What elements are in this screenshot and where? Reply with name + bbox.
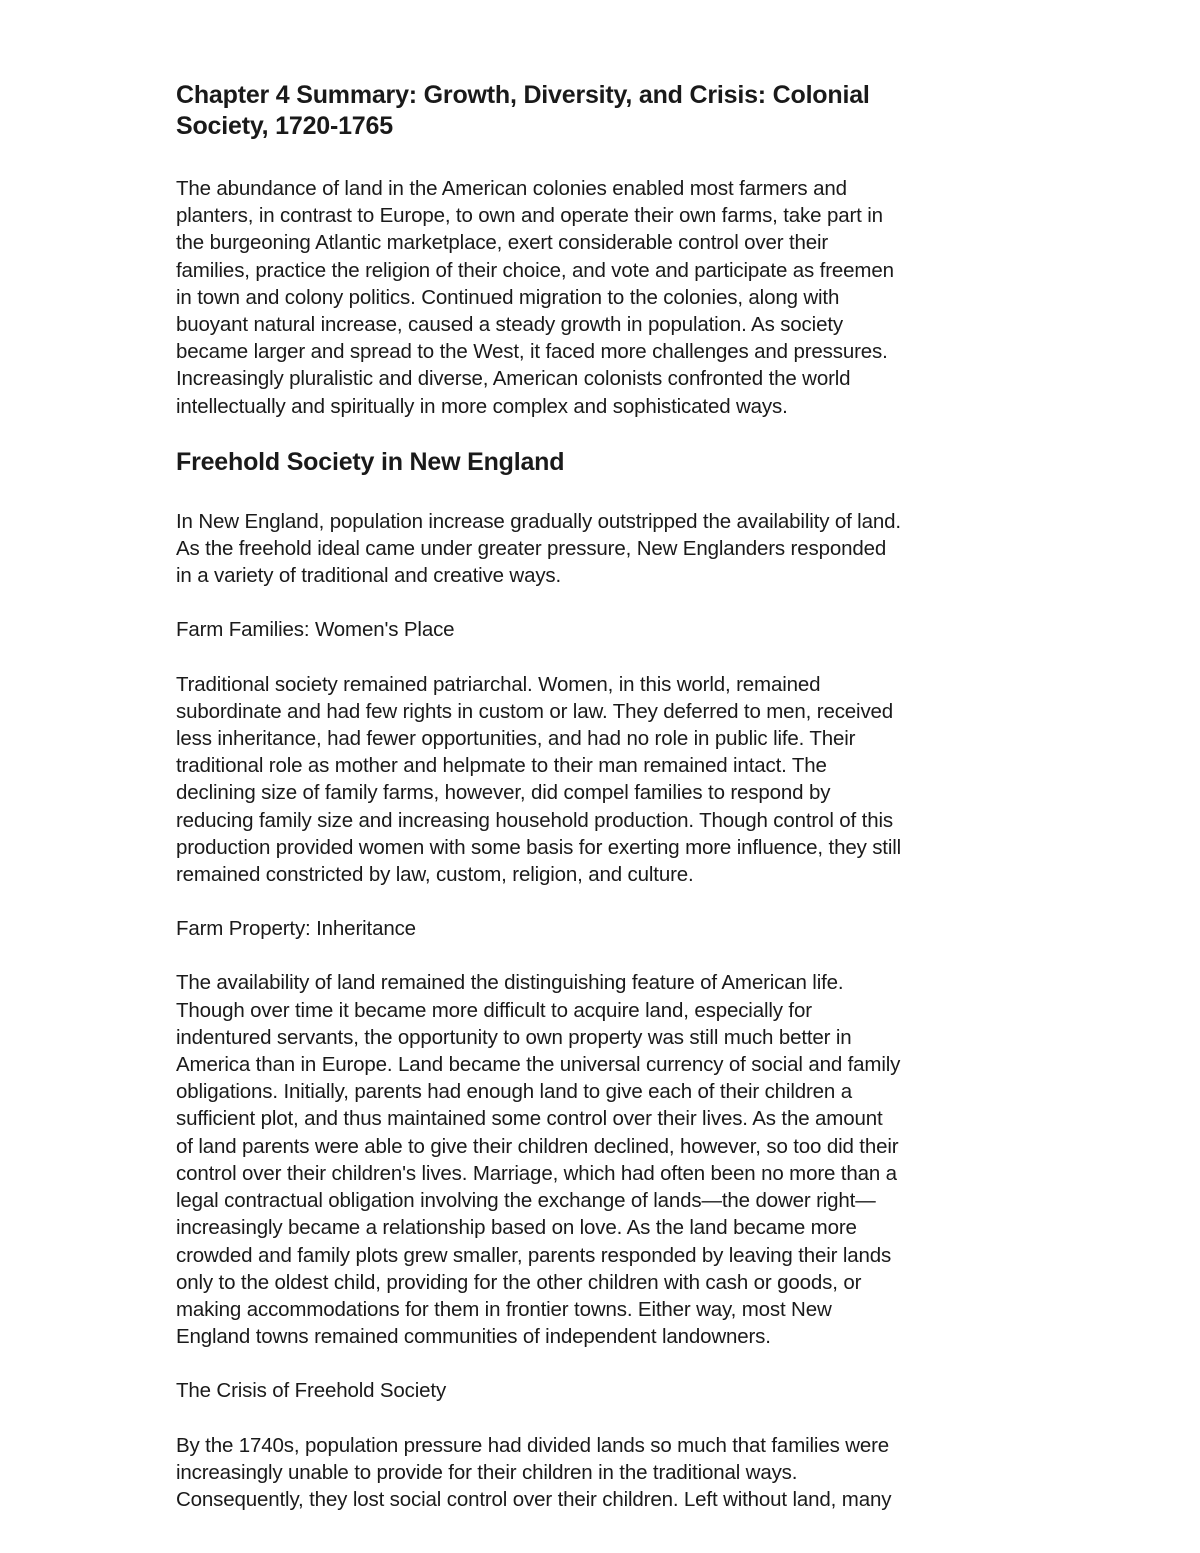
text-line: only to the oldest child, providing for the other children with cash or goods, or — [176, 1270, 862, 1294]
text-line: As the freehold ideal came under greater pressure, New Englanders responded — [176, 537, 887, 561]
text-line: families, practice the religion of their choice, and vote and participate as freemen — [176, 258, 894, 282]
text-line: making accommodations for them in frontier towns. Either way, most New — [176, 1297, 832, 1321]
text-line: Increasingly pluralistic and diverse, American colonists confronted the world — [176, 367, 851, 391]
text-line: obligations. Initially, parents had enough land to give each of their children a — [176, 1080, 852, 1104]
text-line: production provided women with some basis for exerting more influence, they still — [176, 835, 902, 859]
text-line: England towns remained communities of independent landowners. — [176, 1325, 771, 1349]
text-line: subordinate and had few rights in custom or law. They deferred to men, received — [176, 699, 894, 723]
text-line: declining size of family farms, however, did compel families to respond by — [176, 781, 831, 805]
text-line: buoyant natural increase, caused a steady growth in population. As society — [176, 313, 843, 337]
title-line: Chapter 4 Summary: Growth, Diversity, and Crisis: Colonial — [176, 81, 870, 109]
text-line: sufficient plot, and thus maintained some control over their lives. As the amount — [176, 1107, 883, 1131]
farm-families-paragraph — [176, 671, 1036, 889]
text-line: in a variety of traditional and creative ways. — [176, 564, 562, 588]
subheading-farm-families: Farm Families: Women's Place — [176, 618, 455, 642]
text-line: America than in Europe. Land became the universal currency of social and family — [176, 1053, 901, 1077]
subheading-crisis-freehold: The Crisis of Freehold Society — [176, 1379, 447, 1403]
section-intro-paragraph — [176, 508, 1036, 590]
text-line: Consequently, they lost social control over their children. Left without land, many — [176, 1487, 892, 1511]
text-line: the burgeoning Atlantic marketplace, exert considerable control over their — [176, 231, 829, 255]
text-line: The abundance of land in the American colonies enabled most farmers and — [176, 177, 847, 200]
text-line: The availability of land remained the distinguishing feature of American life. — [176, 971, 844, 995]
text-line: Though over time it became more difficult to acquire land, especially for — [176, 998, 812, 1022]
text-line: Traditional society remained patriarchal. Women, in this world, remained — [176, 672, 821, 696]
text-line: traditional role as mother and helpmate to their man remained intact. The — [176, 754, 827, 778]
text-line: remained constricted by law, custom, religion, and culture. — [176, 863, 694, 887]
text-line: intellectually and spiritually in more complex and sophisticated ways. — [176, 394, 788, 418]
text-line: indentured servants, the opportunity to own property was still much better in — [176, 1025, 852, 1049]
text-line: legal contractual obligation involving the exchange of lands—the dower right— — [176, 1189, 876, 1213]
text-line: reducing family size and increasing household production. Though control of this — [176, 808, 893, 832]
document-title — [176, 80, 1036, 142]
intro-paragraph — [176, 175, 1036, 420]
text-line: crowded and family plots grew smaller, parents responded by leaving their lands — [176, 1243, 892, 1267]
text-line: increasingly unable to provide for their children in the traditional ways. — [176, 1460, 798, 1484]
text-line: increasingly became a relationship based on love. As the land became more — [176, 1216, 857, 1240]
text-line: In New England, population increase gradually outstripped the availability of land. — [176, 509, 901, 533]
farm-property-paragraph — [176, 969, 1036, 1350]
text-line: of land parents were able to give their children declined, however, so too did their — [176, 1134, 899, 1158]
text-line: became larger and spread to the West, it faced more challenges and pressures. — [176, 340, 888, 364]
text-line: control over their children's lives. Marriage, which had often been no more than a — [176, 1161, 897, 1185]
crisis-freehold-paragraph — [176, 1432, 1036, 1514]
text-line: less inheritance, had fewer opportunities, and had no role in public life. Their — [176, 727, 856, 751]
text-line: planters, in contrast to Europe, to own and operate their own farms, take part in — [176, 204, 883, 228]
title-line: Society, 1720-1765 — [176, 112, 393, 140]
text-line: in town and colony politics. Continued migration to the colonies, along with — [176, 285, 840, 309]
section-heading-freehold-society: Freehold Society in New England — [176, 447, 565, 476]
subheading-farm-property: Farm Property: Inheritance — [176, 917, 416, 941]
text-line: By the 1740s, population pressure had divided lands so much that families were — [176, 1433, 890, 1457]
document-page — [176, 80, 1036, 1513]
